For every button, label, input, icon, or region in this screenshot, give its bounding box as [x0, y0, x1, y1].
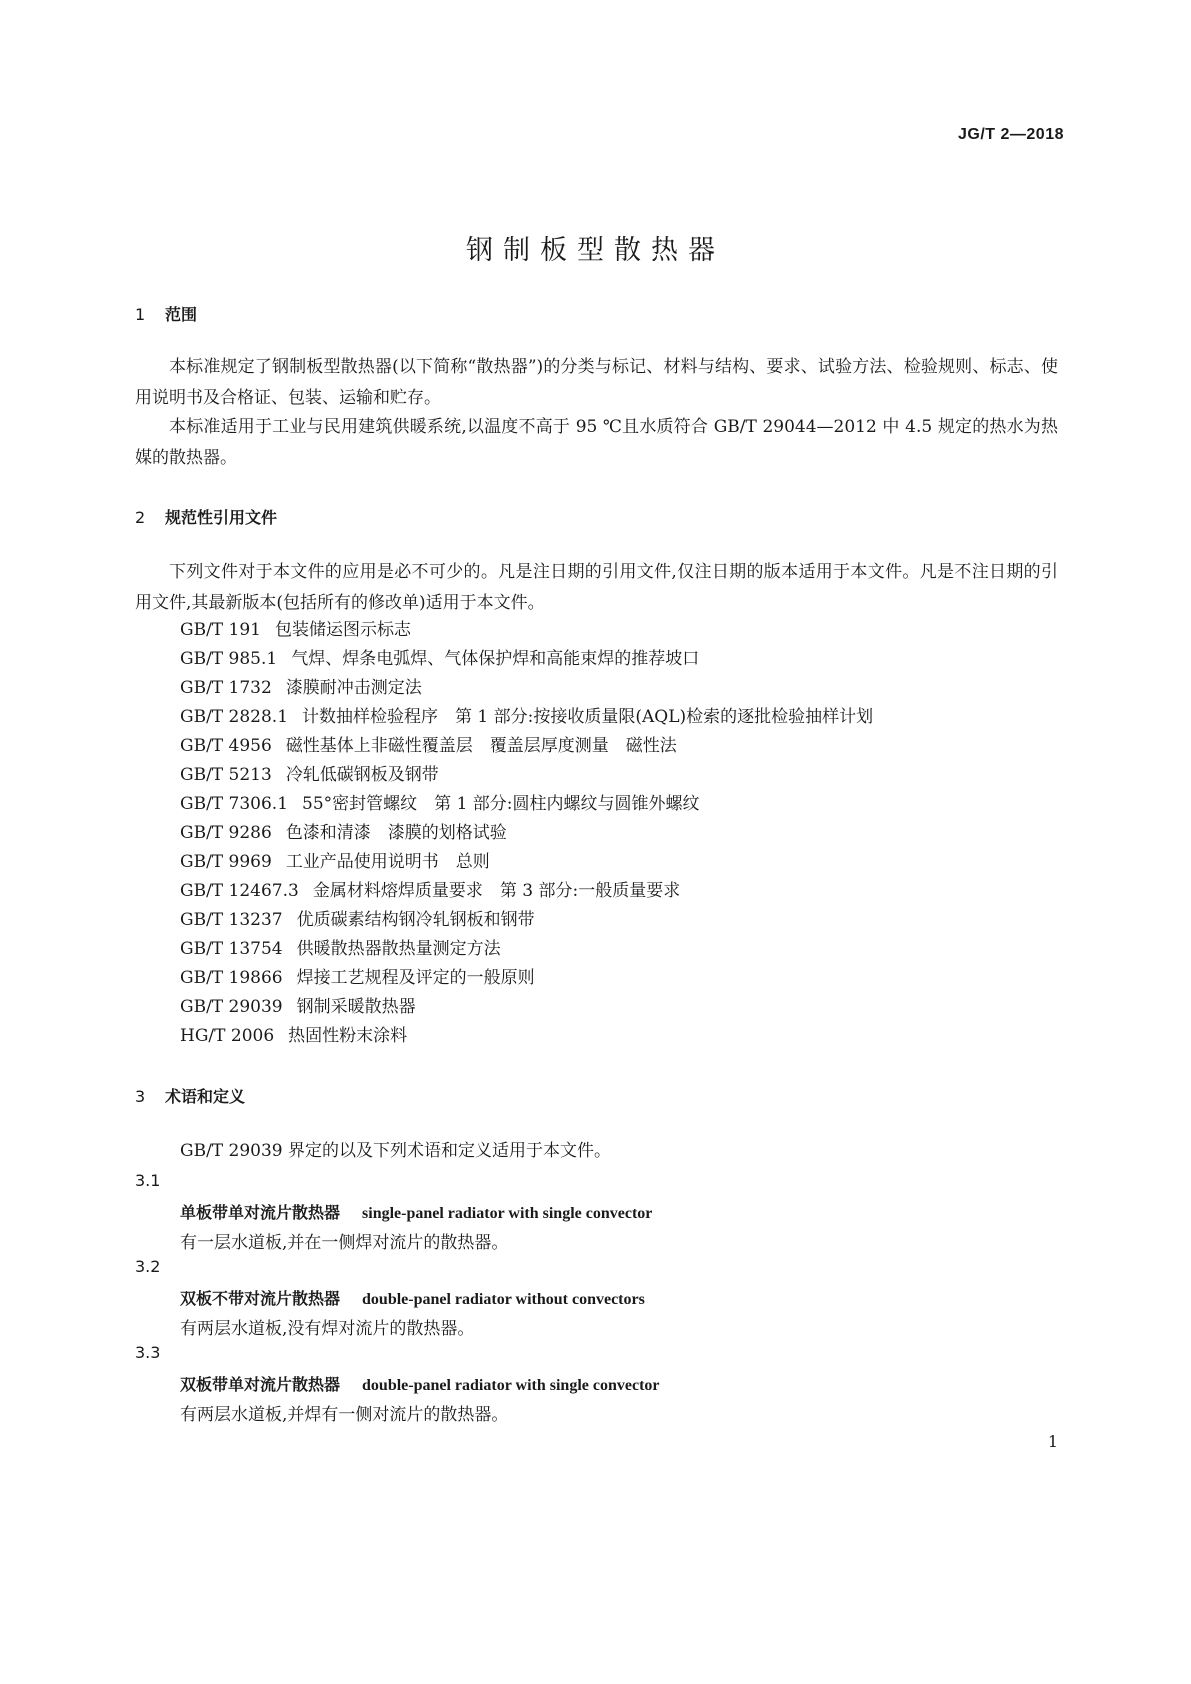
- references-intro: 下列文件对于本文件的应用是必不可少的。凡是注日期的引用文件,仅注日期的版本适用于本文件。凡是不注日期的引用文件,其最新版本(包括所有的修改单)适用于本文件。: [135, 562, 1058, 613]
- term-zh: 单板带单对流片散热器: [180, 1203, 341, 1222]
- reference-item: [180, 823, 507, 843]
- reference-item: [180, 881, 680, 901]
- term-heading: [180, 1286, 645, 1309]
- reference-code: GB/T 4956: [180, 736, 272, 756]
- reference-item: [180, 620, 411, 640]
- reference-item: [180, 678, 422, 698]
- section-2-heading: [135, 505, 277, 528]
- term-heading: [180, 1200, 652, 1223]
- section-title: 规范性引用文件: [165, 508, 278, 527]
- reference-title: 焊接工艺规程及评定的一般原则: [296, 968, 535, 988]
- reference-code: GB/T 5213: [180, 765, 272, 785]
- reference-title: 供暖散热器散热量测定方法: [296, 939, 501, 959]
- reference-code: GB/T 2828.1: [180, 707, 289, 727]
- term-definition: 有两层水道板,并焊有一侧对流片的散热器。: [180, 1405, 509, 1425]
- reference-title: 工业产品使用说明书 总则: [285, 852, 490, 872]
- reference-title: 优质碳素结构钢冷轧钢板和钢带: [296, 910, 535, 930]
- section-1-heading: [135, 302, 197, 325]
- reference-title: 金属材料熔焊质量要求 第 3 部分:一般质量要求: [312, 881, 681, 901]
- document-title: 钢制板型散热器: [466, 235, 725, 266]
- standard-code: JG/T 2—2018: [958, 126, 1064, 143]
- scope-paragraph-1: 本标准规定了钢制板型散热器(以下简称“散热器”)的分类与标记、材料与结构、要求、试验方法、检验规则、标志、使用说明书及合格证、包装、运输和贮存。: [135, 357, 1058, 408]
- term-en: single-panel radiator with single convector: [362, 1205, 653, 1222]
- reference-title: 漆膜耐冲击测定法: [285, 678, 422, 698]
- reference-item: [180, 707, 873, 727]
- term-heading: [180, 1372, 660, 1395]
- reference-title: 磁性基体上非磁性覆盖层 覆盖层厚度测量 磁性法: [285, 736, 677, 756]
- term-number: 3.3: [135, 1343, 161, 1362]
- reference-title: 钢制采暖散热器: [296, 997, 416, 1017]
- section-number: 3: [135, 1087, 146, 1106]
- reference-item: [180, 939, 501, 959]
- reference-item: [180, 852, 490, 872]
- reference-code: GB/T 12467.3: [180, 881, 299, 901]
- reference-item: [180, 997, 416, 1017]
- reference-title: 热固性粉末涂料: [288, 1026, 408, 1046]
- reference-item: [180, 968, 535, 988]
- reference-code: GB/T 13237: [180, 910, 283, 930]
- reference-code: GB/T 19866: [180, 968, 283, 988]
- section-number: 2: [135, 508, 146, 527]
- terms-intro: GB/T 29039 界定的以及下列术语和定义适用于本文件。: [180, 1141, 612, 1161]
- reference-code: GB/T 9969: [180, 852, 272, 872]
- section-title: 范围: [165, 305, 198, 324]
- reference-title: 气焊、焊条电弧焊、气体保护焊和高能束焊的推荐坡口: [291, 649, 700, 669]
- reference-item: [180, 1026, 407, 1046]
- reference-code: GB/T 13754: [180, 939, 283, 959]
- term-en: double-panel radiator with single convector: [362, 1377, 660, 1394]
- reference-code: GB/T 985.1: [180, 649, 278, 669]
- section-number: 1: [135, 305, 146, 324]
- section-title: 术语和定义: [165, 1087, 246, 1106]
- reference-code: GB/T 7306.1: [180, 794, 289, 814]
- term-en: double-panel radiator without convectors: [362, 1291, 645, 1308]
- term-zh: 双板带单对流片散热器: [180, 1375, 341, 1394]
- reference-title: 色漆和清漆 漆膜的划格试验: [285, 823, 507, 843]
- reference-title: 冷轧低碳钢板及钢带: [285, 765, 439, 785]
- reference-item: [180, 765, 439, 785]
- reference-title: 计数抽样检验程序 第 1 部分:按接收质量限(AQL)检索的逐批检验抽样计划: [302, 707, 874, 727]
- reference-item: [180, 794, 700, 814]
- reference-item: [180, 736, 677, 756]
- reference-item: [180, 649, 699, 669]
- scope-paragraph-2: 本标准适用于工业与民用建筑供暖系统,以温度不高于 95 ℃且水质符合 GB/T 29044—2012 中 4.5 规定的热水为热媒的散热器。: [135, 417, 1058, 468]
- section-3-heading: [135, 1084, 245, 1107]
- reference-code: GB/T 191: [180, 620, 261, 640]
- term-number: 3.2: [135, 1257, 161, 1276]
- reference-code: HG/T 2006: [180, 1026, 275, 1046]
- reference-code: GB/T 9286: [180, 823, 272, 843]
- reference-item: [180, 910, 535, 930]
- term-definition: 有一层水道板,并在一侧焊对流片的散热器。: [180, 1233, 509, 1253]
- reference-title: 55°密封管螺纹 第 1 部分:圆柱内螺纹与圆锥外螺纹: [302, 794, 700, 814]
- reference-code: GB/T 1732: [180, 678, 272, 698]
- page-number: 1: [1047, 1432, 1058, 1451]
- term-zh: 双板不带对流片散热器: [180, 1289, 341, 1308]
- term-definition: 有两层水道板,没有焊对流片的散热器。: [180, 1319, 475, 1339]
- reference-code: GB/T 29039: [180, 997, 283, 1017]
- term-number: 3.1: [135, 1171, 161, 1190]
- reference-title: 包装储运图示标志: [275, 620, 411, 640]
